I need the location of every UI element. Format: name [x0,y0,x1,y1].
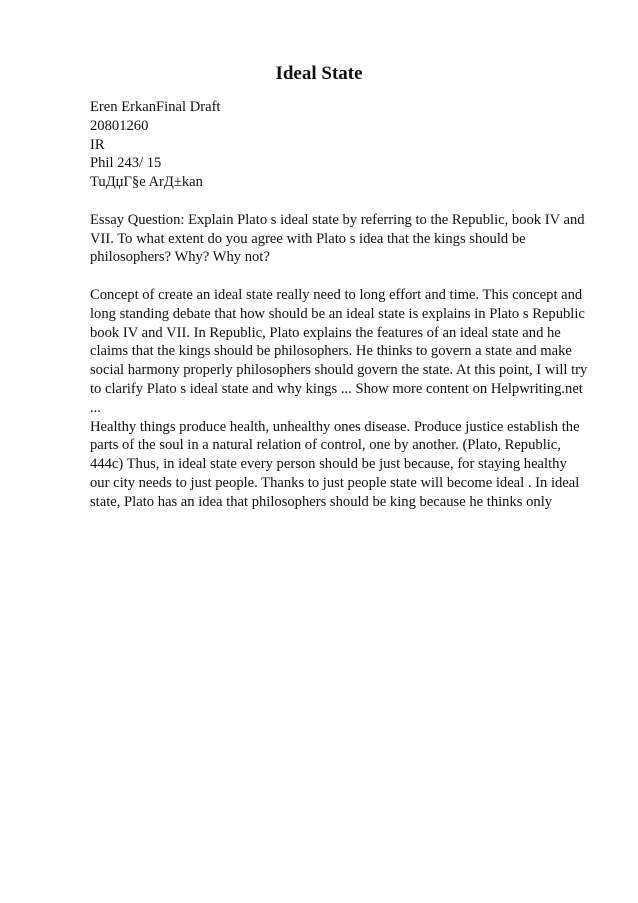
header-line-student-id: 20801260 [90,117,149,134]
header-line-author: Eren ErkanFinal Draft [90,99,221,115]
spacer [90,192,590,211]
document-body [90,98,590,512]
spacer [90,267,590,286]
essay-question [90,211,590,267]
paragraph-line: claims that the kings should be philosophers. He thinks to govern a state and make [90,343,572,360]
paragraph-line: state, Plato has an idea that philosophers should be king because he thinks only [90,493,553,510]
paragraph-line: Healthy things produce health, unhealthy ones disease. Produce justice establish the [90,418,580,435]
ellipsis-line: ... [90,399,101,416]
paragraph-line: long standing debate that how should be an ideal state is explains in Plato s Republic [90,305,585,322]
header-line-course: Phil 243/ 15 [90,155,162,172]
paragraph-line: book IV and VII. In Republic, Plato explains the features of an ideal state and he [90,324,561,341]
paragraph-line: Concept of create an ideal state really need to long effort and time. This concept and [90,286,583,303]
question-line: VII. To what extent do you agree with Plato s idea that the kings should be [90,230,526,247]
header-line-department: IR [90,136,105,153]
question-line: philosophers? Why? Why not? [90,249,270,266]
paragraph-line: our city needs to just people. Thanks to just people state will become ideal . In ideal [90,474,580,491]
question-line: Essay Question: Explain Plato s ideal state by referring to the Republic, book IV and [90,211,585,228]
paragraph-line: to clarify Plato s ideal state and why kings ... Show more content on Helpwriting.net [90,380,583,397]
document-title: Ideal State [275,63,363,84]
paragraph-line: social harmony properly philosophers should govern the state. At this point, I will try [90,362,588,379]
paragraph-line: parts of the soul in a natural relation of control, one by another. (Plato, Republic, [90,437,561,454]
author-header [90,98,590,192]
header-line-instructor: TuДџГ§e ArД±kan [90,174,203,191]
paragraph-health [90,418,590,512]
paragraph-intro [90,286,590,418]
paragraph-line: 444c) Thus, in ideal state every person should be just because, for staying healthy [90,456,567,473]
